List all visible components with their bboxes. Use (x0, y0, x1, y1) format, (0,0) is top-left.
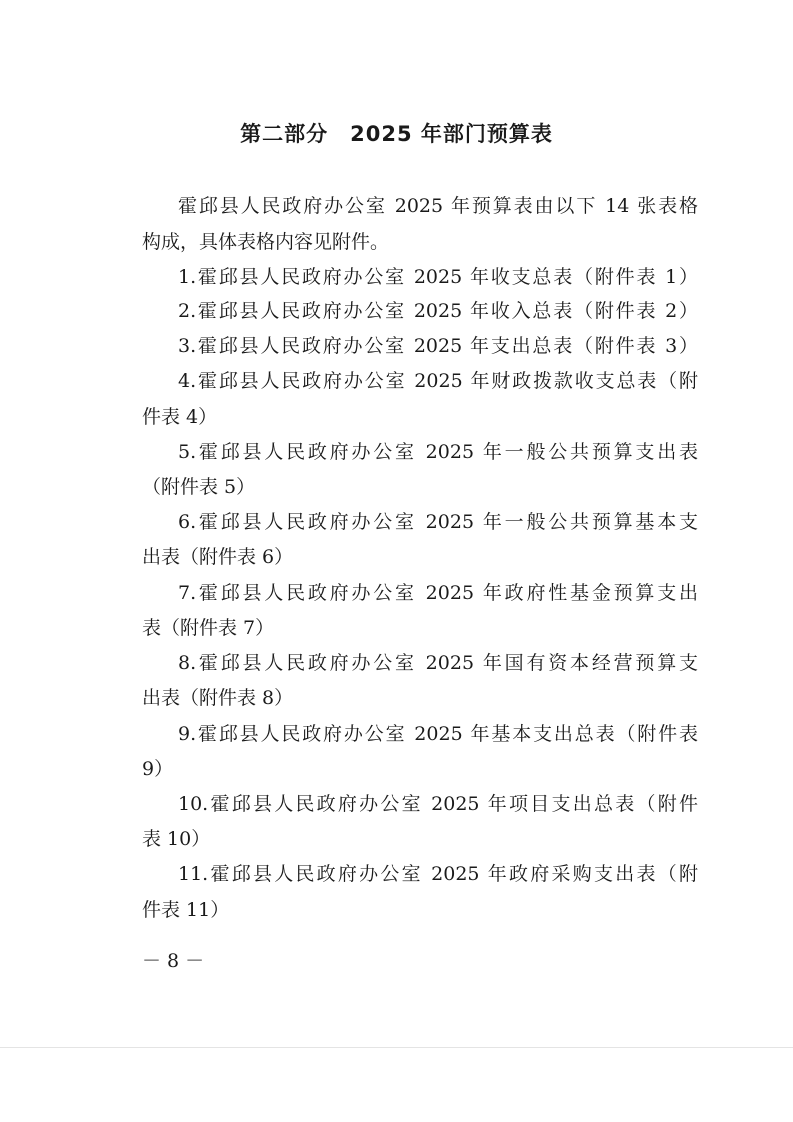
list-item-continuation: 表（附件表 7） (142, 617, 275, 639)
list-item-continuation: （附件表 5） (142, 476, 256, 498)
list-item: 4.霍邱县人民政府办公室 2025 年财政拨款收支总表（附 (178, 370, 698, 392)
list-item-continuation: 出表（附件表 8） (142, 687, 294, 709)
page-title: 第二部分 2025 年部门预算表 (240, 122, 553, 146)
list-item: 5.霍邱县人民政府办公室 2025 年一般公共预算支出表 (178, 441, 698, 463)
page-number: － 8 － (142, 950, 205, 972)
list-item: 11.霍邱县人民政府办公室 2025 年政府采购支出表（附 (178, 863, 698, 885)
list-item: 1.霍邱县人民政府办公室 2025 年收支总表（附件表 1） (178, 266, 698, 288)
list-item: 2.霍邱县人民政府办公室 2025 年收入总表（附件表 2） (178, 300, 698, 322)
list-item-continuation: 件表 11） (142, 899, 230, 921)
list-item-continuation: 表 10） (142, 828, 211, 850)
list-item: 10.霍邱县人民政府办公室 2025 年项目支出总表（附件 (178, 793, 698, 815)
list-item: 3.霍邱县人民政府办公室 2025 年支出总表（附件表 3） (178, 335, 698, 357)
list-item: 6.霍邱县人民政府办公室 2025 年一般公共预算基本支 (178, 511, 698, 533)
list-item: 9.霍邱县人民政府办公室 2025 年基本支出总表（附件表 (178, 723, 698, 745)
page-bottom-edge (0, 1047, 793, 1048)
list-item: 8.霍邱县人民政府办公室 2025 年国有资本经营预算支 (178, 652, 698, 674)
list-item-continuation: 出表（附件表 6） (142, 546, 294, 568)
list-item-continuation: 件表 4） (142, 406, 218, 428)
body-line: 构成，具体表格内容见附件。 (142, 231, 390, 253)
list-item-continuation: 9） (142, 758, 174, 780)
list-item: 7.霍邱县人民政府办公室 2025 年政府性基金预算支出 (178, 582, 698, 604)
body-line: 霍邱县人民政府办公室 2025 年预算表由以下 14 张表格 (178, 195, 698, 217)
